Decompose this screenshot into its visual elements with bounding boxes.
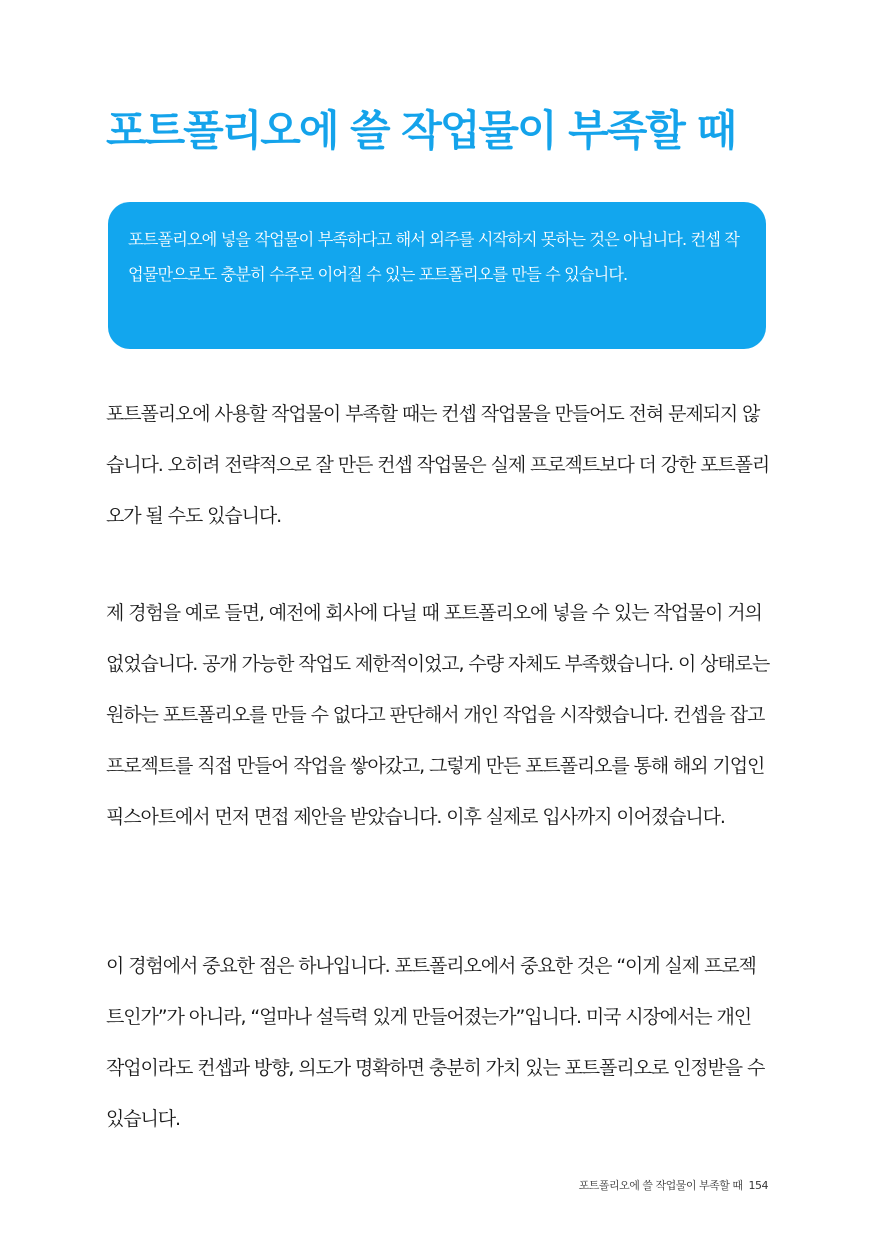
summary-text: 포트폴리오에 넣을 작업물이 부족하다고 해서 외주를 시작하지 못하는 것은 아닙니다. 컨셉 작업물만으로도 충분히 수주로 이어질 수 있는 포트폴리오를 만들 수 있습니다. xyxy=(128,230,739,284)
page-footer xyxy=(520,1177,768,1195)
body-paragraph-3: 이 경험에서 중요한 점은 하나입니다. 포트폴리오에서 중요한 것은 “이게 실제 프로젝트인가”가 아니라, “얼마나 설득력 있게 만들어졌는가”입니다. 미국 시장에서는 개인 작업이라도 컨셉과 방향, 의도가 명확하면 충분히 가치 있는 포트폴리오로 인정받을 수 있습니다. xyxy=(106,955,765,1130)
footer-running-title: 포트폴리오에 쓸 작업물이 부족할 때 xyxy=(578,1179,743,1192)
page-title: 포트폴리오에 쓸 작업물이 부족할 때 xyxy=(106,106,736,155)
summary-box xyxy=(108,202,766,349)
page-number: 154 xyxy=(748,1179,768,1192)
body-paragraph-1: 포트폴리오에 사용할 작업물이 부족할 때는 컨셉 작업물을 만들어도 전혀 문제되지 않습니다. 오히려 전략적으로 잘 만든 컨셉 작업물은 실제 프로젝트보다 더 강한 포트폴리오가 될 수도 있습니다. xyxy=(106,403,770,527)
body-paragraph-2: 제 경험을 예로 들면, 예전에 회사에 다닐 때 포트폴리오에 넣을 수 있는 작업물이 거의 없었습니다. 공개 가능한 작업도 제한적이었고, 수량 자체도 부족했습니다. 이 상태로는 원하는 포트폴리오를 만들 수 없다고 판단해서 개인 작업을 시작했습니다. 컨셉을 잡고 프로젝트를 직접 만들어 작업을 쌓아갔고, 그렇게 만든 포트폴리오를 통해 해외 기업인 픽스아트에서 먼저 면접 제안을 받았습니다. 이후 실제로 입사까지 이어졌습니다. xyxy=(106,602,770,828)
